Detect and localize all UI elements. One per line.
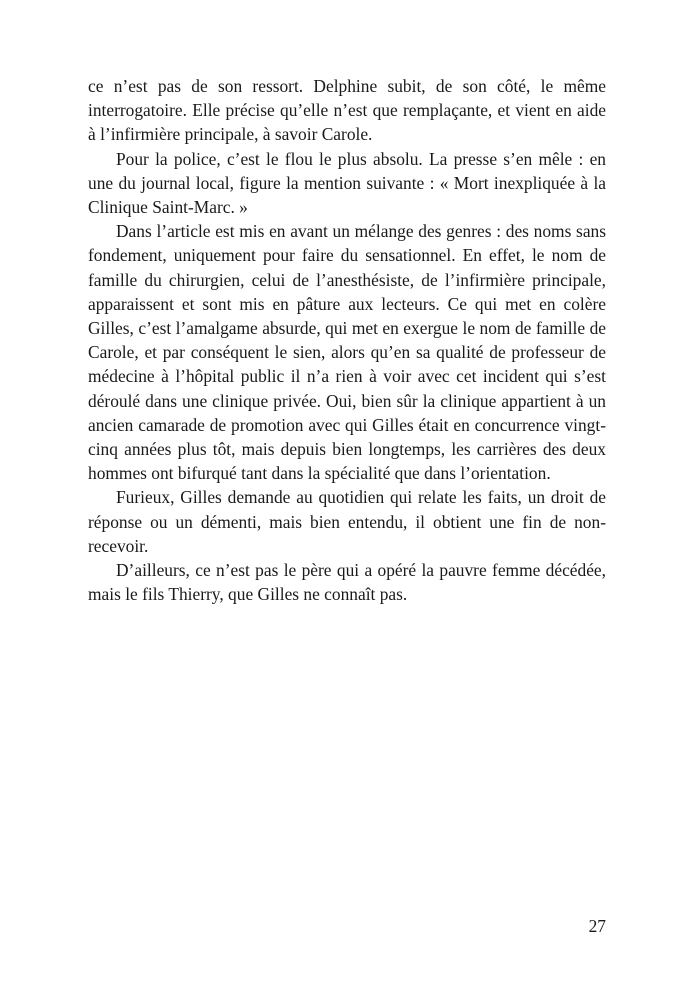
page-body bbox=[88, 74, 606, 606]
paragraph-continued: ce n’est pas de son ressort. Delphine subit, de son côté, le même interrogatoire. Elle précise qu’elle n’est que remplaçante, et vient en aide à l’infirmière principale, à savoir Carole. bbox=[88, 76, 606, 145]
page-number: 27 bbox=[588, 916, 606, 936]
paragraph-ailleurs: D’ailleurs, ce n’est pas le père qui a opéré la pauvre femme décédée, mais le fils Thierry, que Gilles ne connaît pas. bbox=[88, 560, 606, 605]
paragraph-police: Pour la police, c’est le flou le plus absolu. La presse s’en mêle : en une du journal local, figure la mention suivante : « Mort inexpliquée à la Clinique Saint-Marc. » bbox=[88, 148, 606, 218]
paragraph-article: Dans l’article est mis en avant un mélange des genres : des noms sans fondement, uniquement pour faire du sensationnel. En effet, le nom de famille du chirurgien, celui de l’anesthésiste, de l’infirmière principale, apparaissent et sont mis en pâture aux lecteurs. Ce qui met en colère Gilles, c’est l’amalgame absurde, qui met en exergue le nom de famille de Carole, et par conséquent le sien, alors qu’en sa qualité de professeur de médecine à l’hôpital public il n’a rien à voir avec cet incident qui s’est déroulé dans une clinique privée. Oui, bien sûr la clinique appartient à un ancien camarade de promotion avec qui Gilles était en concurrence vingt-cinq années plus tôt, mais depuis bien longtemps, les carrières des deux hommes ont bifurqué tant dans la spécialité que dans l’orientation. bbox=[88, 221, 606, 484]
paragraph-furieux: Furieux, Gilles demande au quotidien qui relate les faits, un droit de réponse ou un démenti, mais bien entendu, il obtient une fin de non-recevoir. bbox=[88, 487, 606, 556]
